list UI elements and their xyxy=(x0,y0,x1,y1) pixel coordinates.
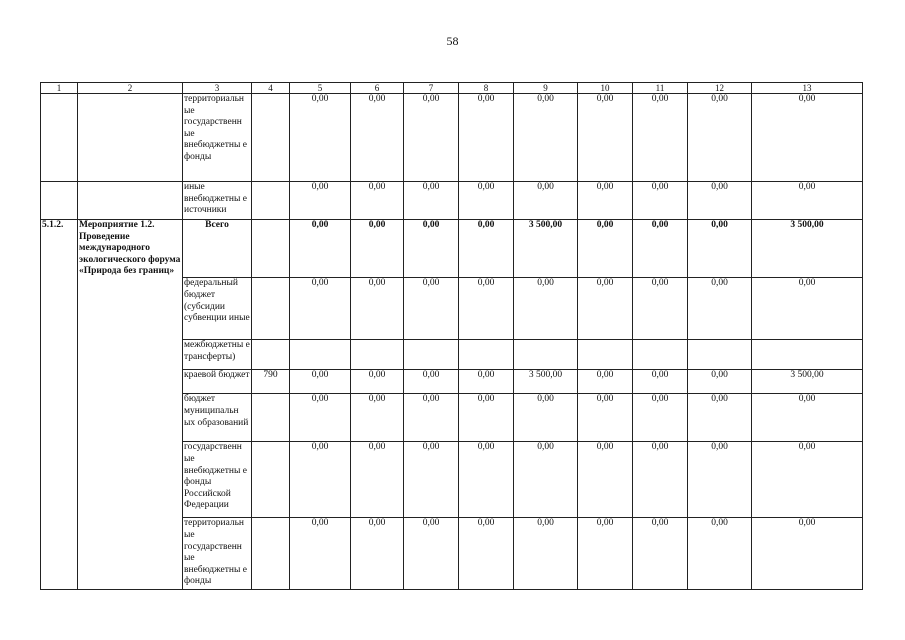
amount-cell: 0,00 xyxy=(514,182,578,220)
column-header: 9 xyxy=(514,83,578,94)
table-row xyxy=(41,94,863,182)
amount-cell: 3 500,00 xyxy=(514,220,578,278)
amount-cell xyxy=(578,340,633,370)
amount-cell: 0,00 xyxy=(752,182,863,220)
amount-cell xyxy=(404,340,459,370)
row-code xyxy=(41,442,78,518)
budget-table xyxy=(40,82,863,590)
activity-name xyxy=(78,340,183,370)
amount-cell: 0,00 xyxy=(633,94,688,182)
amount-cell xyxy=(688,340,752,370)
amount-cell: 0,00 xyxy=(688,370,752,394)
column-header: 10 xyxy=(578,83,633,94)
amount-cell: 0,00 xyxy=(514,442,578,518)
amount-cell: 0,00 xyxy=(514,94,578,182)
amount-cell xyxy=(351,340,404,370)
amount-cell: 0,00 xyxy=(404,394,459,442)
amount-cell: 0,00 xyxy=(752,94,863,182)
amount-cell: 0,00 xyxy=(633,394,688,442)
page-number: 58 xyxy=(446,34,459,48)
amount-cell: 0,00 xyxy=(290,182,351,220)
kbk-code xyxy=(252,394,290,442)
amount-cell: 0,00 xyxy=(290,278,351,340)
column-header: 1 xyxy=(41,83,78,94)
amount-cell: 0,00 xyxy=(351,518,404,590)
amount-cell: 0,00 xyxy=(459,370,514,394)
funding-source: государственн ые внебюджетны е фонды Российской Федерации xyxy=(183,442,252,518)
amount-cell: 0,00 xyxy=(578,518,633,590)
column-header: 13 xyxy=(752,83,863,94)
activity-name: Мероприятие 1.2. Проведение международного экологического форума «Природа без границ» xyxy=(78,220,183,278)
amount-cell: 0,00 xyxy=(404,518,459,590)
column-header: 12 xyxy=(688,83,752,94)
activity-name xyxy=(78,182,183,220)
amount-cell: 0,00 xyxy=(688,278,752,340)
amount-cell: 0,00 xyxy=(514,278,578,340)
row-code: 5.1.2. xyxy=(41,220,78,278)
funding-source: иные внебюджетны е источники xyxy=(183,182,252,220)
amount-cell: 0,00 xyxy=(459,518,514,590)
amount-cell: 0,00 xyxy=(459,278,514,340)
funding-source: территориальн ые государственн ые внебюджетны е фонды xyxy=(183,518,252,590)
row-code xyxy=(41,278,78,340)
kbk-code xyxy=(252,278,290,340)
funding-source: территориальн ые государственн ые внебюджетны е фонды xyxy=(183,94,252,182)
funding-source: межбюджетны е трансферты) xyxy=(183,340,252,370)
column-header: 8 xyxy=(459,83,514,94)
amount-cell: 0,00 xyxy=(459,220,514,278)
table-row xyxy=(41,394,863,442)
amount-cell: 0,00 xyxy=(633,220,688,278)
amount-cell: 0,00 xyxy=(752,518,863,590)
column-header: 2 xyxy=(78,83,183,94)
table-row xyxy=(41,442,863,518)
activity-name xyxy=(78,94,183,182)
amount-cell: 0,00 xyxy=(578,220,633,278)
activity-name xyxy=(78,278,183,340)
amount-cell: 0,00 xyxy=(688,394,752,442)
amount-cell: 0,00 xyxy=(578,278,633,340)
funding-source: бюджет муниципальн ых образований xyxy=(183,394,252,442)
amount-cell: 0,00 xyxy=(578,182,633,220)
row-code xyxy=(41,94,78,182)
amount-cell: 0,00 xyxy=(578,370,633,394)
table-row xyxy=(41,518,863,590)
kbk-code xyxy=(252,220,290,278)
table-row xyxy=(41,182,863,220)
kbk-code xyxy=(252,518,290,590)
amount-cell: 0,00 xyxy=(404,220,459,278)
activity-name xyxy=(78,370,183,394)
funding-source: краевой бюджет xyxy=(183,370,252,394)
amount-cell: 0,00 xyxy=(688,182,752,220)
activity-name xyxy=(78,394,183,442)
funding-source: федеральный бюджет (субсидии субвенции иные xyxy=(183,278,252,340)
activity-name xyxy=(78,518,183,590)
amount-cell: 0,00 xyxy=(290,394,351,442)
amount-cell: 0,00 xyxy=(688,518,752,590)
amount-cell xyxy=(290,340,351,370)
amount-cell: 0,00 xyxy=(688,220,752,278)
amount-cell: 0,00 xyxy=(633,518,688,590)
amount-cell: 0,00 xyxy=(351,442,404,518)
amount-cell: 0,00 xyxy=(290,518,351,590)
amount-cell: 0,00 xyxy=(290,442,351,518)
amount-cell: 0,00 xyxy=(633,442,688,518)
amount-cell: 0,00 xyxy=(688,94,752,182)
amount-cell xyxy=(459,340,514,370)
row-code xyxy=(41,340,78,370)
amount-cell: 0,00 xyxy=(351,394,404,442)
amount-cell: 0,00 xyxy=(459,94,514,182)
column-header: 6 xyxy=(351,83,404,94)
activity-name xyxy=(78,442,183,518)
amount-cell: 0,00 xyxy=(404,278,459,340)
row-code xyxy=(41,394,78,442)
column-header: 4 xyxy=(252,83,290,94)
row-code xyxy=(41,182,78,220)
kbk-code: 790 xyxy=(252,370,290,394)
kbk-code xyxy=(252,340,290,370)
amount-cell: 0,00 xyxy=(633,370,688,394)
amount-cell: 0,00 xyxy=(514,394,578,442)
amount-cell: 0,00 xyxy=(459,442,514,518)
amount-cell: 0,00 xyxy=(351,278,404,340)
amount-cell: 3 500,00 xyxy=(752,370,863,394)
header-row xyxy=(41,83,863,94)
amount-cell: 0,00 xyxy=(752,442,863,518)
kbk-code xyxy=(252,442,290,518)
amount-cell: 3 500,00 xyxy=(514,370,578,394)
table-row xyxy=(41,370,863,394)
column-header: 5 xyxy=(290,83,351,94)
table-row xyxy=(41,340,863,370)
amount-cell: 0,00 xyxy=(459,182,514,220)
funding-source: Всего xyxy=(183,220,252,278)
amount-cell: 0,00 xyxy=(404,442,459,518)
amount-cell: 0,00 xyxy=(752,278,863,340)
column-header: 3 xyxy=(183,83,252,94)
column-header: 7 xyxy=(404,83,459,94)
amount-cell: 0,00 xyxy=(404,182,459,220)
amount-cell xyxy=(514,340,578,370)
amount-cell: 0,00 xyxy=(351,220,404,278)
amount-cell: 3 500,00 xyxy=(752,220,863,278)
amount-cell: 0,00 xyxy=(578,442,633,518)
kbk-code xyxy=(252,94,290,182)
amount-cell: 0,00 xyxy=(404,370,459,394)
amount-cell: 0,00 xyxy=(351,94,404,182)
amount-cell: 0,00 xyxy=(459,394,514,442)
amount-cell: 0,00 xyxy=(351,370,404,394)
amount-cell: 0,00 xyxy=(290,370,351,394)
amount-cell: 0,00 xyxy=(688,442,752,518)
amount-cell: 0,00 xyxy=(514,518,578,590)
kbk-code xyxy=(252,182,290,220)
amount-cell: 0,00 xyxy=(633,278,688,340)
amount-cell: 0,00 xyxy=(578,94,633,182)
amount-cell: 0,00 xyxy=(633,182,688,220)
amount-cell: 0,00 xyxy=(351,182,404,220)
table-row xyxy=(41,278,863,340)
column-header: 11 xyxy=(633,83,688,94)
table-row xyxy=(41,220,863,278)
row-code xyxy=(41,518,78,590)
amount-cell: 0,00 xyxy=(578,394,633,442)
amount-cell: 0,00 xyxy=(404,94,459,182)
row-code xyxy=(41,370,78,394)
amount-cell: 0,00 xyxy=(290,220,351,278)
amount-cell xyxy=(633,340,688,370)
amount-cell xyxy=(752,340,863,370)
amount-cell: 0,00 xyxy=(290,94,351,182)
amount-cell: 0,00 xyxy=(752,394,863,442)
